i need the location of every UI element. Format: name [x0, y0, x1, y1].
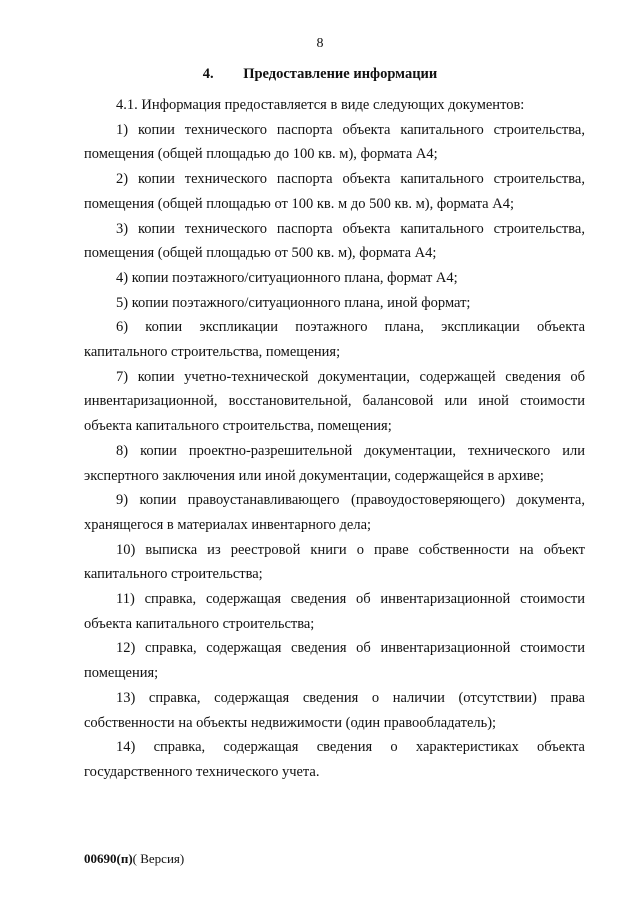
list-item: 9) копии правоустанавливающего (правоудостоверяющего) документа, хранящегося в материалах инвентарного дела;: [84, 492, 585, 533]
list-item: 1) копии технического паспорта объекта капитального строительства, помещения (общей площадью до 100 кв. м), формата А4;: [84, 121, 585, 163]
footer-version: ( Версия): [132, 851, 185, 866]
list-item: 12) справка, содержащая сведения об инвентаризационной стоимости помещения;: [84, 640, 585, 682]
list-item: 3) копии технического паспорта объекта капитального строительства, помещения (общей площадью от 500 кв. м), формата А4;: [84, 220, 585, 262]
page-number: 8: [316, 36, 324, 51]
list-item: 5) копии поэтажного/ситуационного плана, иной формат;: [116, 294, 471, 311]
footer-code: 00690(п): [84, 851, 133, 866]
document-body: [84, 93, 585, 785]
list-item: 14) справка, содержащая сведения о характеристиках объекта государственного технического учета.: [84, 739, 585, 780]
document-footer: [84, 851, 184, 867]
list-item: 11) справка, содержащая сведения об инвентаризационной стоимости объекта капитального строительства;: [84, 591, 585, 632]
list-item: 2) копии технического паспорта объекта капитального строительства, помещения (общей площадью от 100 кв. м до 500 кв. м), формата А4;: [84, 171, 585, 212]
list-item: 8) копии проектно-разрешительной документации, технического или экспертного заключения или иной документации, содержащейся в архиве;: [84, 442, 585, 484]
section-title: Предоставление информации: [243, 66, 438, 82]
section-number: 4.: [202, 66, 214, 82]
list-item: 13) справка, содержащая сведения о наличии (отсутствии) права собственности на объекты недвижимости (один правообладатель);: [84, 689, 585, 731]
list-item: 6) копии экспликации поэтажного плана, экспликации объекта капитального строительства, помещения;: [84, 319, 585, 361]
list-item: 10) выписка из реестровой книги о праве собственности на объект капитального строительства;: [84, 541, 585, 583]
section-heading: [0, 66, 640, 83]
intro-paragraph: 4.1. Информация предоставляется в виде следующих документов:: [116, 97, 525, 113]
list-item: 7) копии учетно-технической документации, содержащей сведения об инвентаризационной, восстановительной, балансовой или иной стоимости объекта капитального строительства, помещения;: [84, 368, 585, 435]
list-item: 4) копии поэтажного/ситуационного плана, формат А4;: [116, 269, 458, 286]
